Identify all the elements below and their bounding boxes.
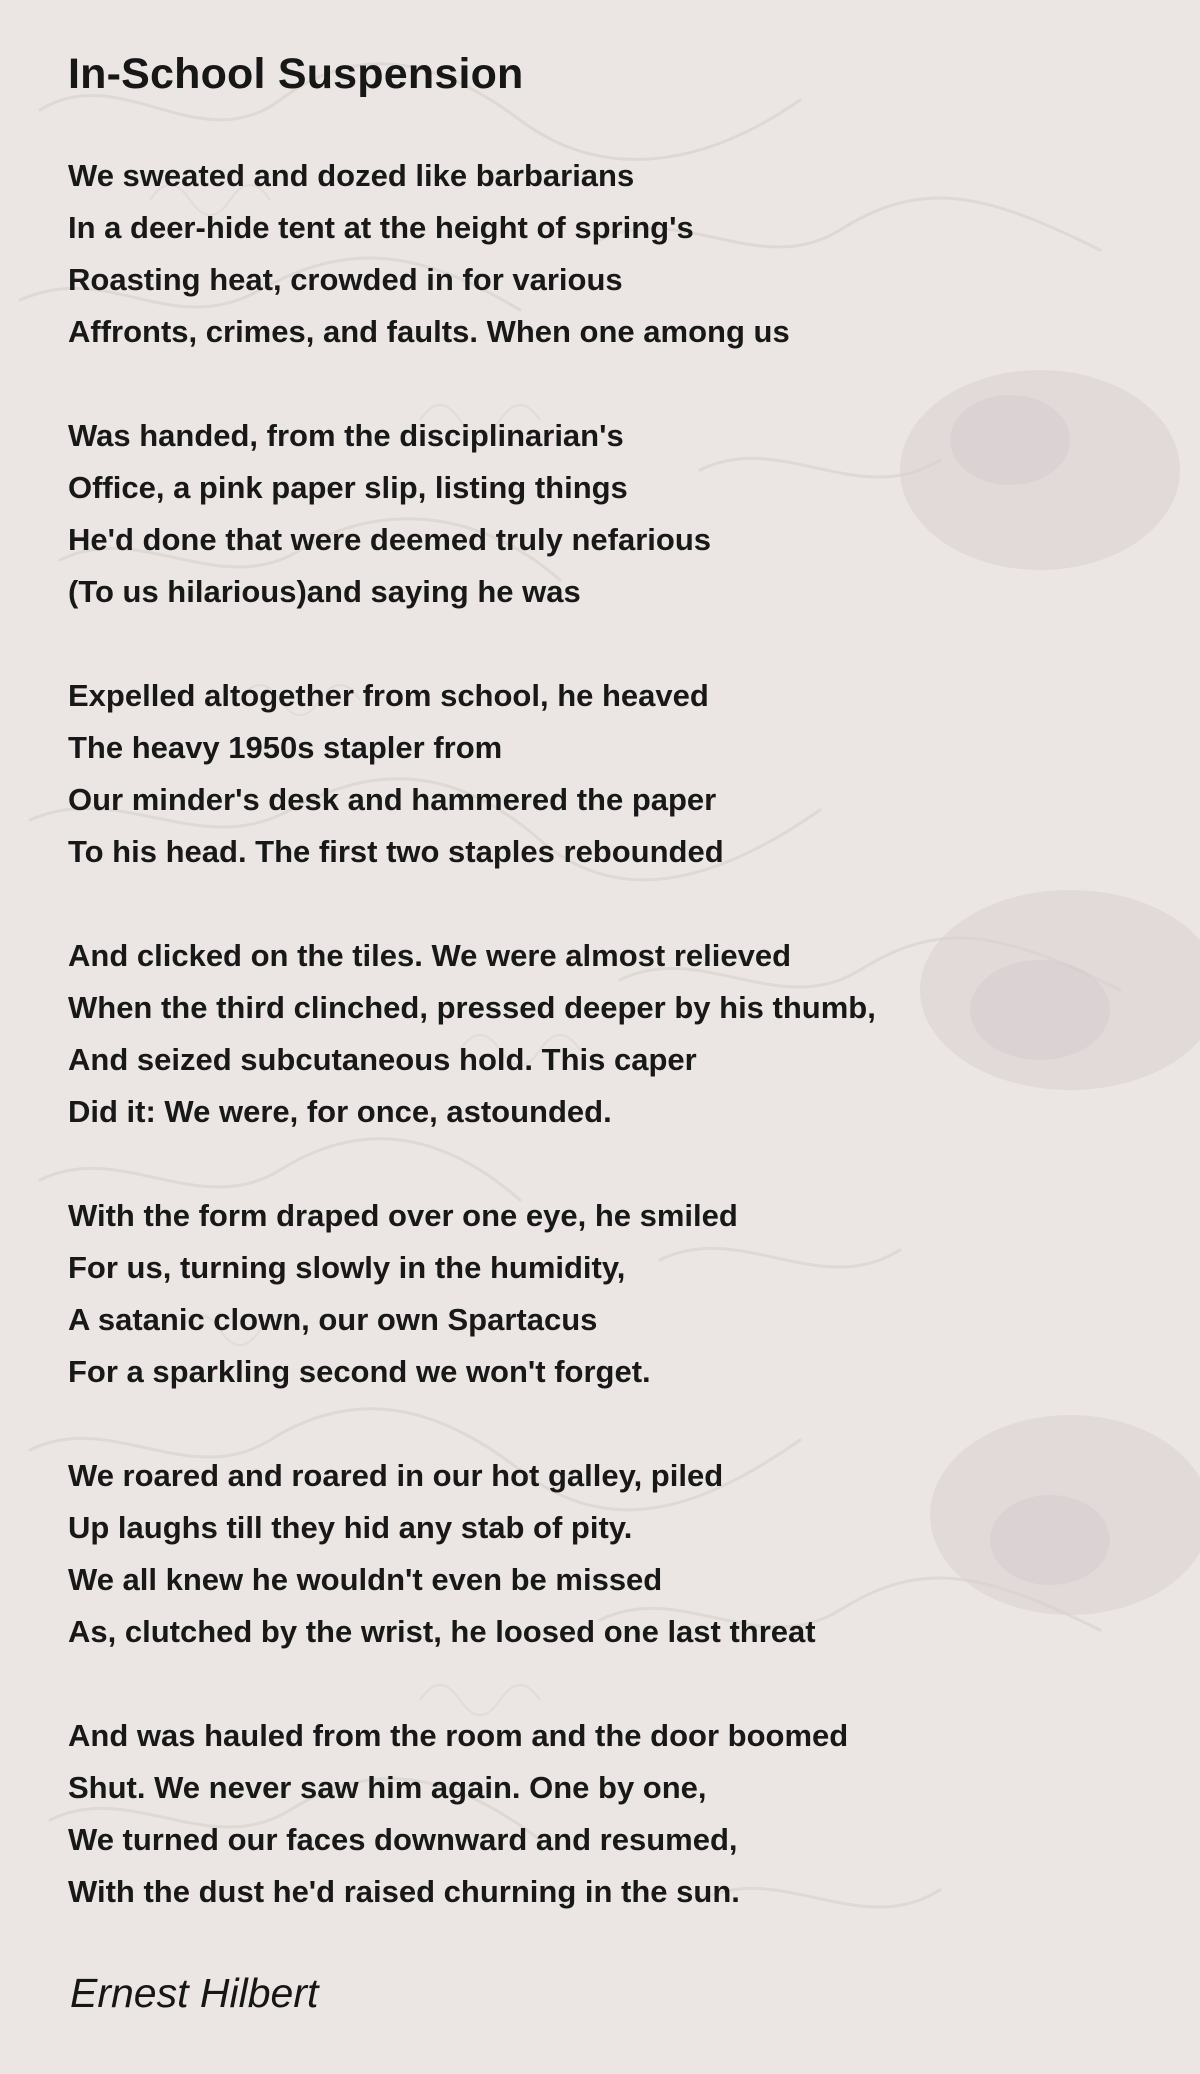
stanza [68, 1450, 1148, 1710]
poem-line: When the third clinched, pressed deeper by his thumb, [68, 990, 876, 1025]
poem-line: The heavy 1950s stapler from [68, 730, 503, 765]
poem-line: For us, turning slowly in the humidity, [68, 1250, 626, 1285]
poem-line: We all knew he wouldn't even be missed [68, 1562, 663, 1597]
poem-line: To his head. The first two staples rebounded [68, 834, 724, 869]
poem-line: Expelled altogether from school, he heaved [68, 678, 709, 713]
poem-line: Was handed, from the disciplinarian's [68, 418, 624, 453]
poem-line: We sweated and dozed like barbarians [68, 158, 635, 193]
poem-line: (To us hilarious)and saying he was [68, 574, 581, 609]
poem-line: In a deer-hide tent at the height of spring's [68, 210, 694, 245]
poem-title: In-School Suspension [68, 50, 524, 98]
poem-line: And seized subcutaneous hold. This caper [68, 1042, 697, 1077]
poem-line: Roasting heat, crowded in for various [68, 262, 623, 297]
poem-author: Ernest Hilbert [70, 1970, 319, 2016]
poem-line: We roared and roared in our hot galley, piled [68, 1458, 724, 1493]
poem-line: He'd done that were deemed truly nefarious [68, 522, 712, 557]
poem-line: Our minder's desk and hammered the paper [68, 782, 717, 817]
poem-line: Did it: We were, for once, astounded. [68, 1094, 612, 1129]
poem-line: Up laughs till they hid any stab of pity. [68, 1510, 633, 1545]
stanza [68, 150, 1148, 410]
stanza [68, 1710, 1148, 1970]
poem-line: Shut. We never saw him again. One by one, [68, 1770, 707, 1805]
poem-line: A satanic clown, our own Spartacus [68, 1302, 598, 1337]
poem-line: Affronts, crimes, and faults. When one among us [68, 314, 790, 349]
poem-line: And clicked on the tiles. We were almost relieved [68, 938, 792, 973]
poem-line: We turned our faces downward and resumed, [68, 1822, 738, 1857]
poem-body [68, 150, 1148, 1970]
poem-line: And was hauled from the room and the door boomed [68, 1718, 849, 1753]
poem-line: With the dust he'd raised churning in the sun. [68, 1874, 740, 1909]
poem-line: As, clutched by the wrist, he loosed one last threat [68, 1614, 816, 1649]
stanza [68, 410, 1148, 670]
stanza [68, 930, 1148, 1190]
poem-line: For a sparkling second we won't forget. [68, 1354, 651, 1389]
poem-line: With the form draped over one eye, he smiled [68, 1198, 738, 1233]
stanza [68, 670, 1148, 930]
stanza [68, 1190, 1148, 1450]
poem-line: Office, a pink paper slip, listing things [68, 470, 628, 505]
